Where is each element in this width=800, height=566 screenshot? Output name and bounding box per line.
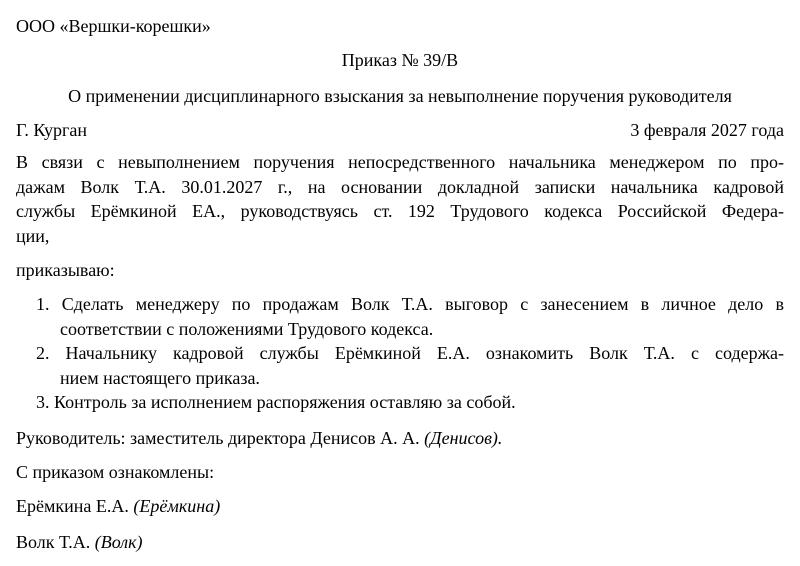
head-signature-text: Руководитель: заместитель директора Денисов А. А. xyxy=(16,428,420,448)
preamble-line: дажам Волк Т.А. 30.01.2027 г., на основании докладной записки начальника кадровой xyxy=(16,176,784,197)
order-items-list xyxy=(36,292,784,415)
acquainted-row xyxy=(16,530,784,554)
item-number: 1. xyxy=(36,294,50,314)
list-item xyxy=(36,390,784,415)
item-text: Сделать менеджеру по продажам Волк Т.А. выговор с занесением в личное дело в xyxy=(61,294,784,314)
item-number: 2. xyxy=(36,343,50,363)
company-name: ООО «Вершки-корешки» xyxy=(16,16,211,36)
city: Г. Курган xyxy=(16,120,88,140)
item-text: Начальнику кадровой службы Ерёмкиной Е.А. ознакомить Волк Т.А. с содержа- xyxy=(65,343,785,363)
head-signature-line xyxy=(16,426,784,450)
acquainted-signature: (Ерёмкина) xyxy=(133,496,221,516)
order-subject: О применении дисциплинарного взыскания за невыполнение поручения руководителя xyxy=(68,86,732,106)
item-number: 3. xyxy=(36,392,50,412)
head-signature: (Денисов). xyxy=(424,428,503,448)
preamble-line: В связи с невыполнением поручения непосредственного начальника менеджером по про- xyxy=(16,152,784,172)
preamble-line: службы Ерёмкиной ЕА., руководствуясь ст. 192 Трудового кодекса Российской Федера- xyxy=(16,201,784,221)
place-date-row xyxy=(16,118,784,142)
order-date: 3 февраля 2027 года xyxy=(630,120,784,140)
acquainted-label: С приказом ознакомлены: xyxy=(16,462,215,482)
acquainted-name: Волк Т.А. xyxy=(16,532,91,552)
preamble-line: ции, xyxy=(16,225,50,246)
item-text: нием настоящего приказа. xyxy=(60,367,260,388)
acquainted-row xyxy=(16,494,784,518)
item-text: соответствии с положениями Трудового кодекса. xyxy=(60,318,434,339)
acquainted-signature: (Волк) xyxy=(94,532,143,552)
acquainted-name: Ерёмкина Е.А. xyxy=(16,496,129,516)
order-title: Приказ № 39/В xyxy=(341,50,459,70)
item-text: Контроль за исполнением распоряжения оставляю за собой. xyxy=(54,392,516,412)
preamble-paragraph xyxy=(16,150,784,248)
list-item xyxy=(36,292,784,341)
list-item xyxy=(36,341,784,390)
order-word: приказываю: xyxy=(16,260,115,280)
